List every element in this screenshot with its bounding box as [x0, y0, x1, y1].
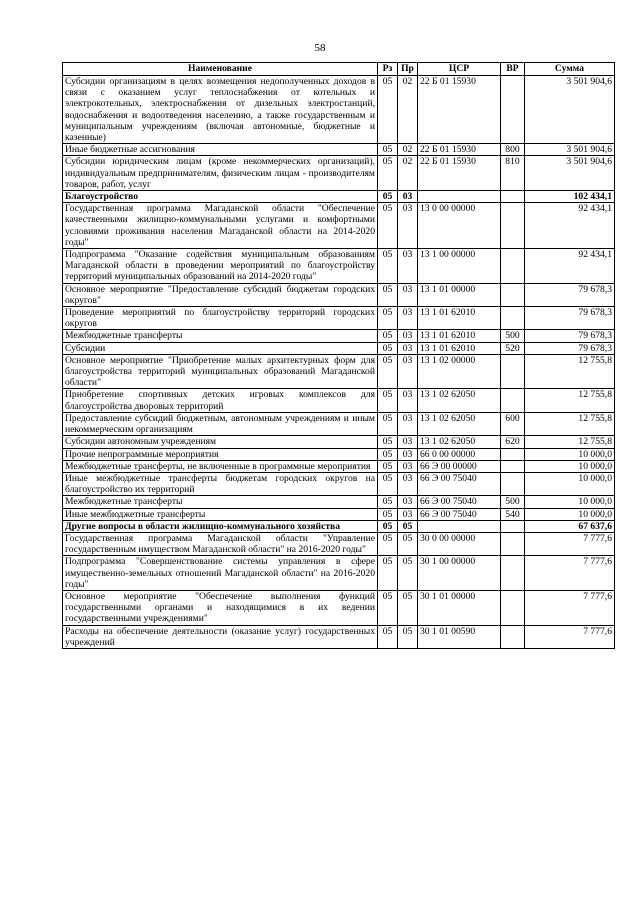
cell-csr: 22 Б 01 15930	[418, 156, 501, 191]
cell-csr: 30 1 01 00590	[418, 625, 501, 648]
cell-pr: 05	[398, 520, 418, 532]
cell-pr: 03	[398, 249, 418, 284]
table-row	[63, 412, 615, 435]
cell-name: Субсидии автономным учреждениям	[63, 436, 378, 448]
cell-name: Межбюджетные трансферты	[63, 496, 378, 508]
cell-name: Подпрограмма "Оказание содействия муниципальным образованиям Магаданской области в проведении мероприятий по благоустройству территорий муниципальных образований на 2014-2020 годы"	[63, 249, 378, 284]
column-header-sum: Сумма	[525, 63, 615, 76]
cell-rz: 05	[378, 625, 398, 648]
column-header-csr: ЦСР	[418, 63, 501, 76]
cell-csr: 13 1 02 00000	[418, 354, 501, 389]
cell-vr	[501, 590, 525, 625]
table-row	[63, 520, 615, 532]
cell-rz: 05	[378, 354, 398, 389]
cell-csr: 30 0 00 00000	[418, 532, 501, 555]
cell-pr: 03	[398, 460, 418, 472]
cell-rz: 05	[378, 249, 398, 284]
cell-sum: 79 678,3	[525, 283, 615, 306]
cell-pr: 03	[398, 472, 418, 495]
cell-sum: 7 777,6	[525, 532, 615, 555]
cell-name: Основное мероприятие "Обеспечение выполнения функций государственными органами и находящимися в их ведении государственными учреждениями"	[63, 590, 378, 625]
table-row	[63, 283, 615, 306]
cell-rz: 05	[378, 156, 398, 191]
cell-rz: 05	[378, 330, 398, 342]
cell-name: Предоставление субсидий бюджетным, автономным учреждениям и иным некоммерческим организациям	[63, 412, 378, 435]
cell-name: Межбюджетные трансферты, не включенные в программные мероприятия	[63, 460, 378, 472]
cell-vr	[501, 448, 525, 460]
cell-rz: 05	[378, 460, 398, 472]
cell-vr	[501, 354, 525, 389]
cell-pr: 03	[398, 448, 418, 460]
cell-sum: 92 434,1	[525, 203, 615, 249]
cell-vr	[501, 556, 525, 591]
cell-name: Иные бюджетные ассигнования	[63, 144, 378, 156]
cell-csr: 13 0 00 00000	[418, 203, 501, 249]
cell-sum: 10 000,0	[525, 472, 615, 495]
cell-name: Субсидии	[63, 342, 378, 354]
column-header-vr: ВР	[501, 63, 525, 76]
cell-sum: 3 501 904,6	[525, 76, 615, 144]
header-row	[63, 63, 615, 76]
cell-pr: 05	[398, 590, 418, 625]
cell-rz: 05	[378, 436, 398, 448]
cell-csr: 66 Э 00 00000	[418, 460, 501, 472]
cell-csr: 13 1 00 00000	[418, 249, 501, 284]
cell-rz: 05	[378, 342, 398, 354]
cell-vr: 620	[501, 436, 525, 448]
cell-name: Приобретение спортивных детских игровых комплексов для благоустройства дворовых территорий	[63, 389, 378, 412]
cell-name: Основное мероприятие "Предоставление субсидий бюджетам городских округов"	[63, 283, 378, 306]
cell-sum: 7 777,6	[525, 556, 615, 591]
cell-sum: 79 678,3	[525, 330, 615, 342]
table-body	[63, 76, 615, 649]
cell-vr	[501, 625, 525, 648]
cell-csr: 22 Б 01 15930	[418, 76, 501, 144]
cell-sum: 67 637,6	[525, 520, 615, 532]
cell-pr: 03	[398, 191, 418, 203]
cell-name: Прочие непрограммные мероприятия	[63, 448, 378, 460]
cell-csr	[418, 520, 501, 532]
cell-name: Субсидии организациям в целях возмещения недополученных доходов в связи с оказанием услуг теплоснабжения от котельных и электрокотельных, электроснабжения от дизельных электростанций, водоснабжения и водоотведения населению, а также государственным и муниципальным учреждениям (включая автономные, бюджетные и казенные)	[63, 76, 378, 144]
cell-vr: 500	[501, 330, 525, 342]
cell-rz: 05	[378, 448, 398, 460]
column-header-rz: Рз	[378, 63, 398, 76]
cell-vr	[501, 532, 525, 555]
cell-vr: 500	[501, 496, 525, 508]
cell-sum: 79 678,3	[525, 342, 615, 354]
page-number: 58	[314, 42, 326, 54]
table-row	[63, 448, 615, 460]
budget-table	[62, 62, 615, 649]
cell-pr: 03	[398, 496, 418, 508]
cell-vr: 540	[501, 508, 525, 520]
cell-rz: 05	[378, 389, 398, 412]
cell-pr: 03	[398, 342, 418, 354]
table-row	[63, 436, 615, 448]
cell-name: Межбюджетные трансферты	[63, 330, 378, 342]
cell-vr	[501, 191, 525, 203]
table-row	[63, 460, 615, 472]
cell-rz: 05	[378, 191, 398, 203]
table-row	[63, 144, 615, 156]
cell-csr: 13 1 01 62010	[418, 307, 501, 330]
cell-name: Подпрограмма "Совершенствование системы управления в сфере имущественно-земельных отношений Магаданской области" на 2016-2020 годы"	[63, 556, 378, 591]
cell-sum: 12 755,8	[525, 412, 615, 435]
cell-sum: 7 777,6	[525, 590, 615, 625]
cell-vr	[501, 307, 525, 330]
cell-sum: 3 501 904,6	[525, 156, 615, 191]
cell-rz: 05	[378, 76, 398, 144]
table-row	[63, 307, 615, 330]
cell-sum: 10 000,0	[525, 508, 615, 520]
cell-pr: 03	[398, 389, 418, 412]
column-header-pr: Пр	[398, 63, 418, 76]
table-row	[63, 203, 615, 249]
cell-vr	[501, 283, 525, 306]
cell-rz: 05	[378, 532, 398, 555]
cell-csr: 30 1 00 00000	[418, 556, 501, 591]
cell-pr: 05	[398, 625, 418, 648]
table-row	[63, 508, 615, 520]
cell-vr	[501, 249, 525, 284]
cell-pr: 05	[398, 556, 418, 591]
cell-csr: 66 Э 00 75040	[418, 496, 501, 508]
cell-vr: 520	[501, 342, 525, 354]
cell-rz: 05	[378, 508, 398, 520]
table-row	[63, 330, 615, 342]
cell-rz: 05	[378, 472, 398, 495]
cell-name: Основное мероприятие "Приобретение малых архитектурных форм для благоустройства территорий муниципальных образований Магаданской области"	[63, 354, 378, 389]
cell-sum: 10 000,0	[525, 448, 615, 460]
table-row	[63, 389, 615, 412]
cell-pr: 02	[398, 76, 418, 144]
cell-sum: 12 755,8	[525, 354, 615, 389]
table-row	[63, 249, 615, 284]
cell-name: Государственная программа Магаданской области "Управление государственным имуществом Магаданской области" на 2016-2020 годы"	[63, 532, 378, 555]
cell-sum: 92 434,1	[525, 249, 615, 284]
table-row	[63, 590, 615, 625]
cell-pr: 02	[398, 156, 418, 191]
cell-sum: 12 755,8	[525, 436, 615, 448]
cell-vr: 810	[501, 156, 525, 191]
cell-vr	[501, 472, 525, 495]
cell-name: Проведение мероприятий по благоустройству территорий городских округов	[63, 307, 378, 330]
cell-sum: 10 000,0	[525, 496, 615, 508]
cell-csr: 30 1 01 00000	[418, 590, 501, 625]
cell-csr: 13 1 02 62050	[418, 436, 501, 448]
cell-sum: 7 777,6	[525, 625, 615, 648]
cell-pr: 03	[398, 412, 418, 435]
table-row	[63, 342, 615, 354]
cell-vr	[501, 76, 525, 144]
cell-csr	[418, 191, 501, 203]
table-row	[63, 191, 615, 203]
cell-pr: 05	[398, 532, 418, 555]
cell-csr: 13 1 01 00000	[418, 283, 501, 306]
table-row	[63, 156, 615, 191]
cell-sum: 3 501 904,6	[525, 144, 615, 156]
cell-name: Расходы на обеспечение деятельности (оказание услуг) государственных учреждений	[63, 625, 378, 648]
cell-vr: 600	[501, 412, 525, 435]
cell-name: Благоустройство	[63, 191, 378, 203]
column-header-name: Наименование	[63, 63, 378, 76]
cell-name: Иные межбюджетные трансферты	[63, 508, 378, 520]
cell-rz: 05	[378, 496, 398, 508]
cell-pr: 03	[398, 203, 418, 249]
cell-name: Субсидии юридическим лицам (кроме некоммерческих организаций), индивидуальным предпринимателям, физическим лицам - производителям товаров, работ, услуг	[63, 156, 378, 191]
cell-vr	[501, 389, 525, 412]
table-row	[63, 472, 615, 495]
cell-csr: 13 1 01 62010	[418, 330, 501, 342]
cell-rz: 05	[378, 283, 398, 306]
cell-csr: 66 0 00 00000	[418, 448, 501, 460]
table-row	[63, 76, 615, 144]
cell-sum: 10 000,0	[525, 460, 615, 472]
cell-vr	[501, 460, 525, 472]
cell-name: Другие вопросы в области жилищно-коммунального хозяйства	[63, 520, 378, 532]
cell-rz: 05	[378, 520, 398, 532]
cell-pr: 03	[398, 307, 418, 330]
cell-pr: 03	[398, 330, 418, 342]
cell-pr: 03	[398, 354, 418, 389]
cell-csr: 22 Б 01 15930	[418, 144, 501, 156]
cell-csr: 13 1 01 62010	[418, 342, 501, 354]
cell-rz: 05	[378, 144, 398, 156]
cell-name: Государственная программа Магаданской области "Обеспечение качественными жилищно-коммунальными услугами и комфортными условиями проживания населения Магаданской области на 2014-2020 годы"	[63, 203, 378, 249]
table-row	[63, 354, 615, 389]
cell-pr: 03	[398, 283, 418, 306]
cell-sum: 102 434,1	[525, 191, 615, 203]
cell-pr: 02	[398, 144, 418, 156]
cell-vr	[501, 520, 525, 532]
cell-csr: 13 1 02 62050	[418, 389, 501, 412]
cell-rz: 05	[378, 307, 398, 330]
table-row	[63, 556, 615, 591]
cell-pr: 03	[398, 508, 418, 520]
cell-vr: 800	[501, 144, 525, 156]
cell-sum: 12 755,8	[525, 389, 615, 412]
cell-sum: 79 678,3	[525, 307, 615, 330]
cell-name: Иные межбюджетные трансферты бюджетам городских округов на благоустройство их территорий	[63, 472, 378, 495]
cell-rz: 05	[378, 412, 398, 435]
table-row	[63, 496, 615, 508]
cell-vr	[501, 203, 525, 249]
cell-csr: 66 Э 00 75040	[418, 508, 501, 520]
cell-rz: 05	[378, 203, 398, 249]
cell-rz: 05	[378, 590, 398, 625]
cell-csr: 13 1 02 62050	[418, 412, 501, 435]
table-row	[63, 625, 615, 648]
cell-pr: 03	[398, 436, 418, 448]
cell-csr: 66 Э 00 75040	[418, 472, 501, 495]
cell-rz: 05	[378, 556, 398, 591]
table-row	[63, 532, 615, 555]
